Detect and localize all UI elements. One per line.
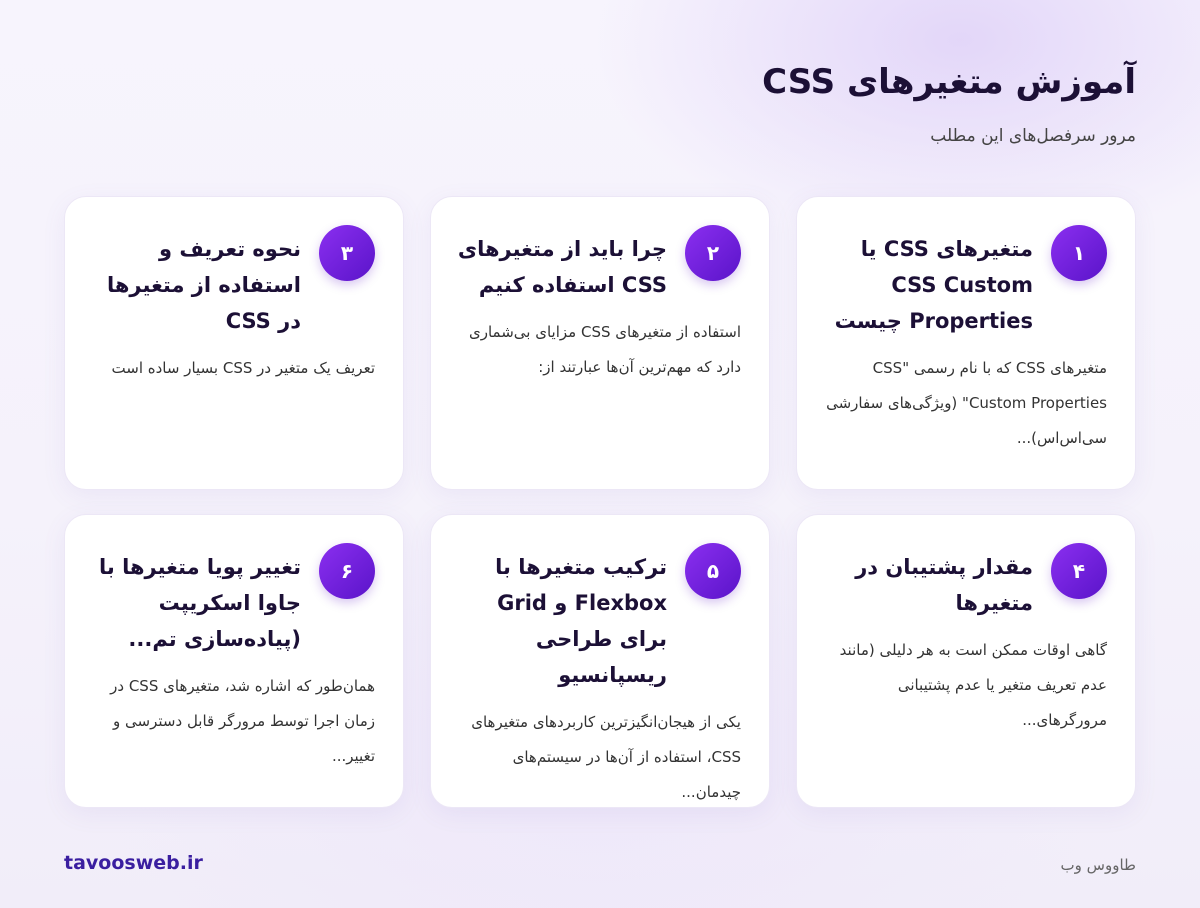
card-description: متغیرهای CSS که با نام رسمی "CSS Custom Properties" (ویژگی‌های سفارشی سی‌اس‌اس)... [826, 359, 1107, 447]
card-title: تغییر پویا متغیرها با جاوا اسکریپت (پیاده‌سازی تم... [99, 555, 301, 651]
brand-name: طاووس وب [1060, 856, 1136, 874]
number-badge: ۴ [1051, 543, 1107, 599]
topic-card-6[interactable] [64, 514, 404, 808]
card-title: متغیرهای CSS یا CSS Custom Properties چیست [834, 237, 1033, 333]
number-badge: ۶ [319, 543, 375, 599]
card-description: همان‌طور که اشاره شد، متغیرهای CSS در زمان اجرا توسط مرورگر قابل دسترسی و تغییر... [110, 677, 375, 765]
number-badge: ۵ [685, 543, 741, 599]
page-subtitle: مرور سرفصل‌های این مطلب [930, 126, 1136, 146]
card-description: استفاده از متغیرهای CSS مزایای بی‌شماری دارد که مهم‌ترین آن‌ها عبارتند از: [468, 323, 741, 376]
card-header [823, 225, 1107, 339]
number-badge: ۲ [685, 225, 741, 281]
topic-card-3[interactable] [64, 196, 404, 490]
card-title: مقدار پشتیبان در متغیرها [855, 555, 1033, 615]
card-description: تعریف یک متغیر در CSS بسیار ساده است [111, 359, 375, 377]
number-badge: ۱ [1051, 225, 1107, 281]
site-link[interactable]: tavoosweb.ir [64, 852, 203, 874]
topic-card-2[interactable] [430, 196, 770, 490]
topic-card-4[interactable] [796, 514, 1136, 808]
card-header [457, 543, 741, 693]
page-title: آموزش متغیرهای CSS [762, 62, 1136, 102]
topic-card-1[interactable] [796, 196, 1136, 490]
card-title: نحوه تعریف و استفاده از متغیرها در CSS [106, 237, 301, 333]
page-header [436, 56, 1136, 146]
card-header [457, 225, 741, 303]
card-title: ترکیب متغیرها با Flexbox و Grid برای طراحی ریسپانسیو [495, 555, 667, 687]
card-header [91, 225, 375, 339]
topic-card-5[interactable] [430, 514, 770, 808]
number-badge: ۳ [319, 225, 375, 281]
card-description: گاهی اوقات ممکن است به هر دلیلی (مانند عدم تعریف متغیر یا عدم پشتیبانی مرورگرهای... [839, 641, 1107, 729]
topics-grid [64, 196, 1136, 808]
card-header [823, 543, 1107, 621]
card-description: یکی از هیجان‌انگیزترین کاربردهای متغیرهای CSS، استفاده از آن‌ها در سیستم‌های چیدمان... [471, 713, 741, 801]
card-title: چرا باید از متغیرهای CSS استفاده کنیم [457, 237, 667, 297]
card-header [91, 543, 375, 657]
